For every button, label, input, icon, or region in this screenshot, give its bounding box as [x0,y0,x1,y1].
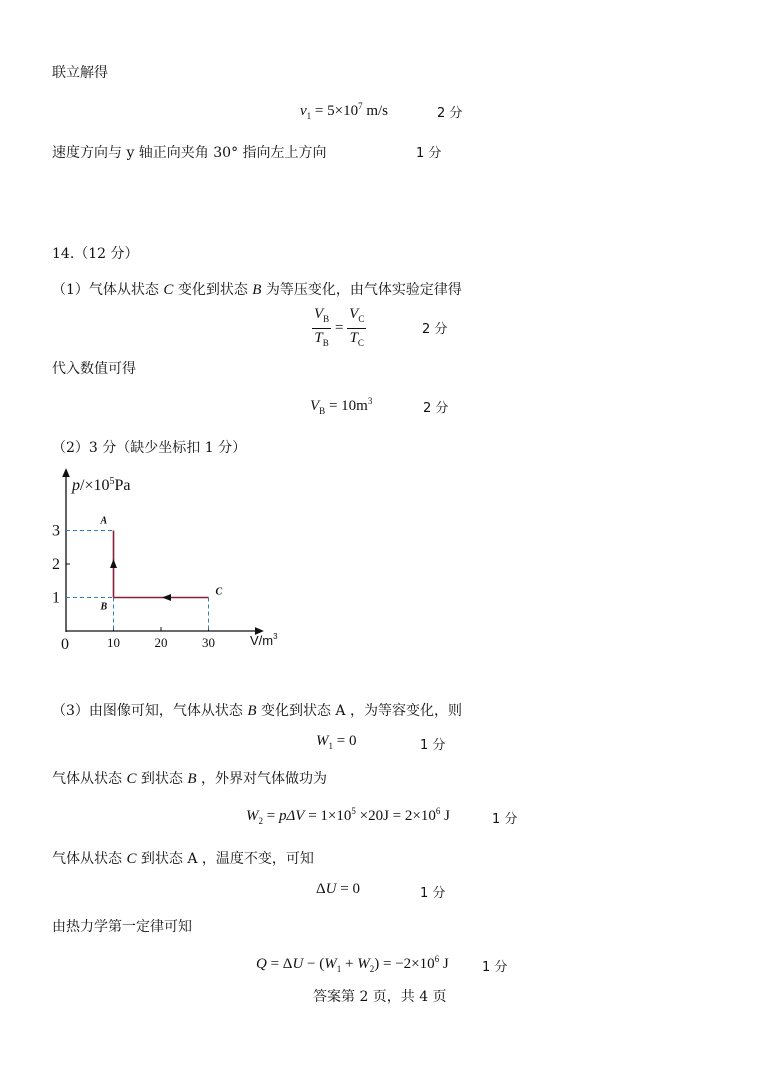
equation-w2: $W_2 = p\Delta V = 1\times 10^5 \times 20J = 2\times 10^6$ J [246,806,450,826]
pv-diagram [40,468,300,658]
y-tick-label-3: 3 [52,522,60,540]
text-line-substitute: 代入数值可得 [52,361,136,377]
equation-w1: $W_1 = 0$ [316,733,357,751]
state-label-C: C [215,586,223,598]
points-fraction: 2 分 [422,322,448,337]
part2-text: （2）3 分（缺少坐标扣 1 分） [52,440,247,456]
points-vb: 2 分 [423,401,449,416]
origin-label: 0 [61,636,69,653]
y-axis-label: $p/\times 10^5Pa$ [72,476,131,494]
text-line-c-to-a: 气体从状态 C 到状态 A ，温度不变，可知 [52,851,314,867]
x-tick-label-10: 10 [107,635,120,650]
part1-text: （1）气体从状态 C 变化到状态 B 为等压变化，由气体实验定律得 [52,282,462,298]
y-tick-label-1: 1 [52,589,60,607]
text-line-c-to-b: 气体从状态 C 到状态 B ，外界对气体做功为 [52,771,327,787]
text-line-first-law: 由热力学第一定律可知 [52,919,192,935]
text-line-solve: 联立解得 [52,65,108,81]
y-tick-label-2: 2 [52,556,60,573]
question-14-heading: 14.（12 分） [52,246,139,262]
text-line-direction: 速度方向与 y 轴正向夹角 30° 指向左上方向 [52,145,327,161]
equation-fraction: $\frac{V_B}{T_B}$ = $\frac{V_C}{T_C}$ [314,306,365,348]
state-label-A: A [100,515,108,527]
equation-q: $Q = \Delta U - (W_1 + W_2) = -2\times 10^6$ J [256,954,449,974]
x-tick-label-30: 30 [202,635,215,650]
part3-text: （3）由图像可知，气体从状态 B 变化到状态 A ，为等容变化，则 [52,703,462,719]
equation-du: ΔU = 0 [316,881,360,897]
arrow-b-to-a [110,559,117,568]
points-v1: 2 分 [437,106,463,121]
x-tick-label-20: 20 [154,635,168,650]
equation-vb: $V_B = 10m^3$ [310,396,373,416]
points-direction: 1 分 [416,146,442,161]
points-du: 1 分 [420,886,446,901]
points-w1: 1 分 [420,738,446,753]
state-label-B: B [100,601,108,613]
page-footer: 答案第 2 页，共 4 页 [313,989,447,1005]
points-w2: 1 分 [492,812,518,827]
equation-v1: $v_1 = 5\times 10^7$ m/s [300,101,389,121]
points-q: 1 分 [482,960,508,975]
x-axis-label: $V/m^3$ [250,632,278,648]
arrow-c-to-b [162,594,171,601]
